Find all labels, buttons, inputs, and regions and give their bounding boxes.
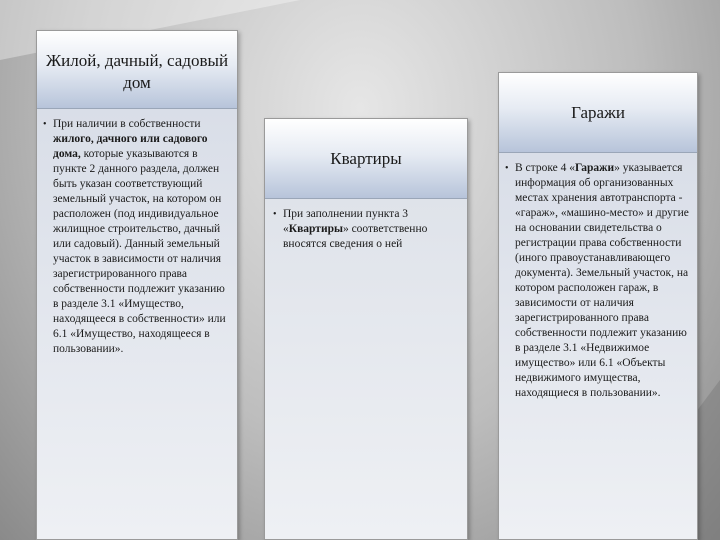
column-apartments [264,118,468,540]
list-item [273,207,461,252]
column-garages-title: Гаражи [499,73,697,153]
bullet-icon: • [43,119,47,130]
column-apartments-body [265,199,467,539]
column-house-title: Жилой, дачный, садовый дом [37,31,237,109]
bullet-text: При наличии в собственности жилого, дачного или садового дома, которые указываются в пункте 2 данного раздела, должен быть указан соответствующий земельный участок, на котором он расположен (под индивидуальное жилищное строительство, дачный или садовый). Данный земельный участок в зависимости от наличия зарегистрированного права собственности подлежит указанию в разделе 3.1 «Имущество, находящееся в собственности» или 6.1 «Имущество, находящееся в пользовании». [53,118,226,355]
list-item [43,117,229,357]
column-garages-body [499,153,697,539]
column-house [36,30,238,540]
bullet-icon: • [273,209,277,220]
bullet-icon: • [505,163,509,174]
list-item [505,161,689,401]
column-house-body [37,109,237,539]
bullet-text: При заполнении пункта 3 «Квартиры» соответственно вносятся сведения о ней [283,208,428,250]
column-garages [498,72,698,540]
bullet-text: В строке 4 «Гаражи» указывается информация об организованных местах хранения автотранспорта - «гараж», «машино-место» и другие на основании свидетельства о регистрации права собственности (иного правоустанавливающего документа). Земельный участок, на котором расположен гараж, в зависимости от наличия зарегистрированного права собственности подлежит указанию в разделе 3.1 «Недвижимое имущество» или 6.1 «Объекты недвижимого имущества, находящиеся в пользовании». [515,162,689,399]
column-apartments-title: Квартиры [265,119,467,199]
